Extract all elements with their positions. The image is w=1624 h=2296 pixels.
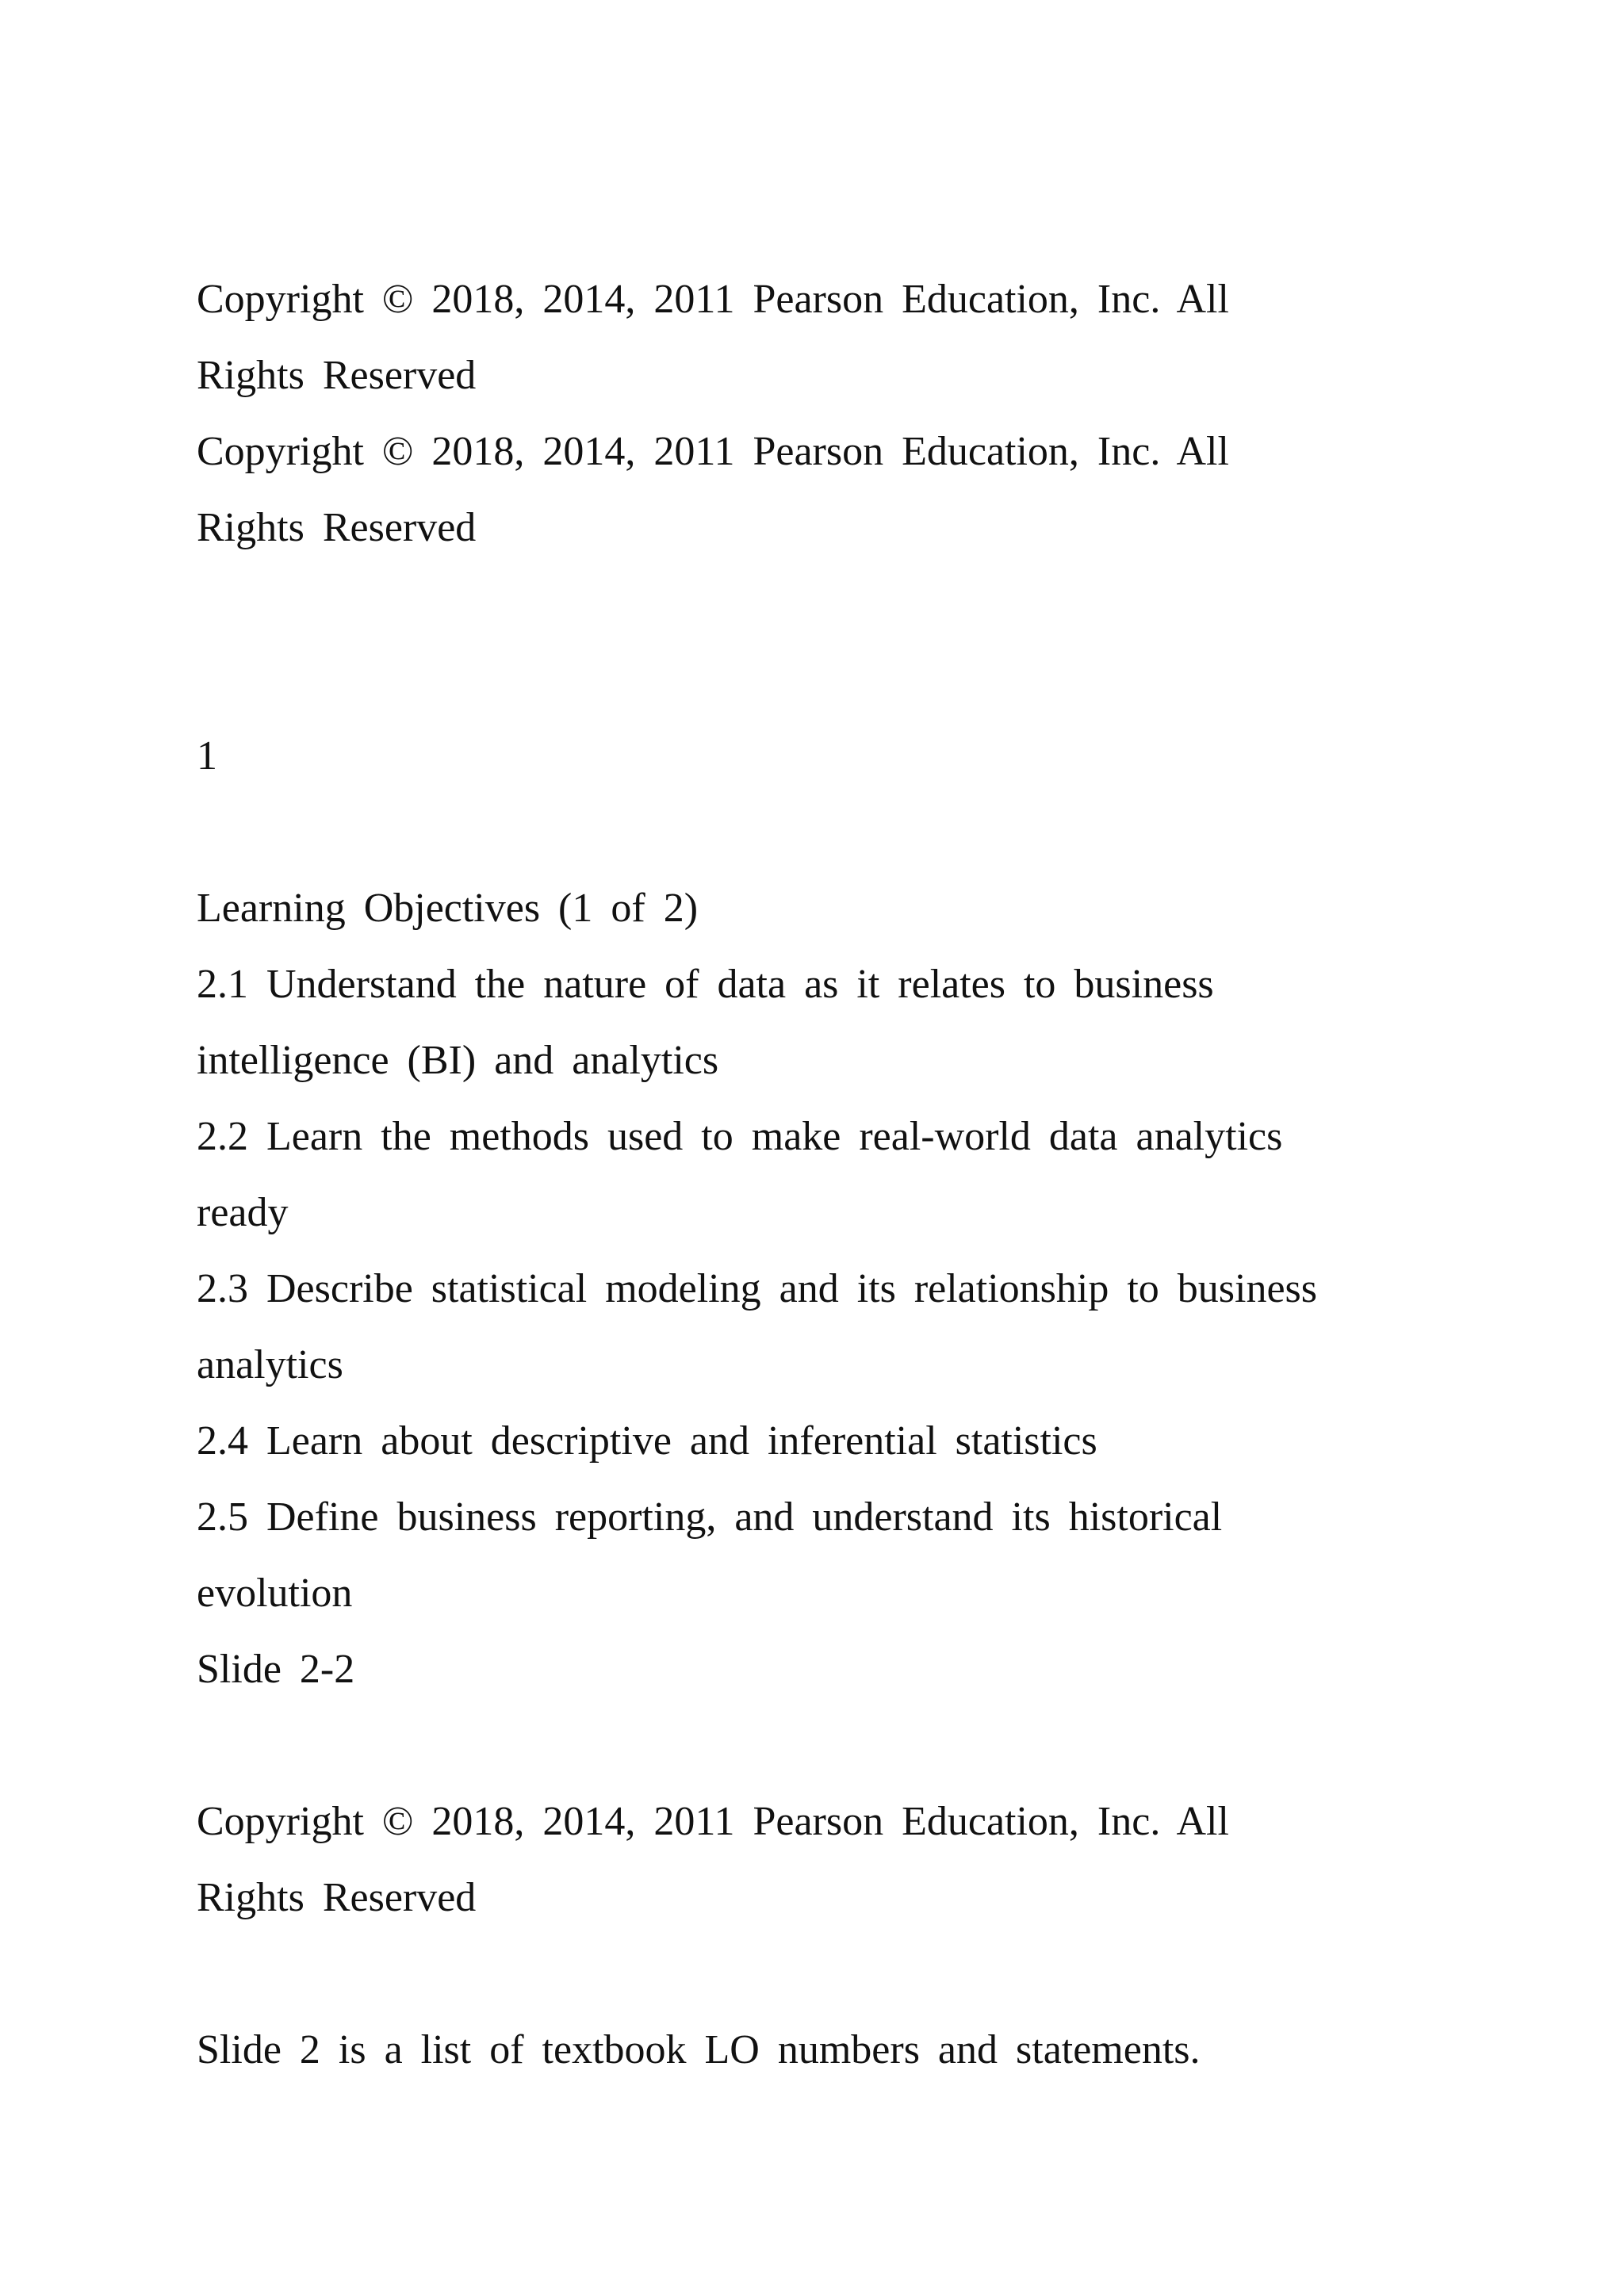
objective-line: ready — [197, 1190, 289, 1235]
objective-line: analytics — [197, 1342, 343, 1387]
copyright-line: Rights Reserved — [197, 505, 477, 550]
copyright-line: Copyright © 2018, 2014, 2011 Pearson Education, Inc. All — [197, 277, 1229, 322]
learning-objectives-heading: Learning Objectives (1 of 2) — [197, 886, 699, 931]
objective-line: evolution — [197, 1571, 353, 1616]
copyright-line: Rights Reserved — [197, 1875, 477, 1920]
copyright-line: Rights Reserved — [197, 353, 477, 398]
objective-line: 2.2 Learn the methods used to make real-world data analytics — [197, 1114, 1283, 1159]
objective-line: 2.4 Learn about descriptive and inferential statistics — [197, 1418, 1097, 1464]
copyright-line: Copyright © 2018, 2014, 2011 Pearson Education, Inc. All — [197, 429, 1229, 474]
slide-label: Slide 2-2 — [197, 1647, 355, 1692]
page-number: 1 — [197, 733, 217, 779]
objective-line: 2.5 Define business reporting, and understand its historical — [197, 1494, 1223, 1540]
slide-note: Slide 2 is a list of textbook LO numbers and statements. — [197, 2027, 1201, 2072]
copyright-line: Copyright © 2018, 2014, 2011 Pearson Education, Inc. All — [197, 1799, 1229, 1844]
objective-line: intelligence (BI) and analytics — [197, 1038, 719, 1083]
objective-line: 2.3 Describe statistical modeling and its relationship to business — [197, 1266, 1318, 1311]
objective-line: 2.1 Understand the nature of data as it relates to business — [197, 962, 1214, 1007]
